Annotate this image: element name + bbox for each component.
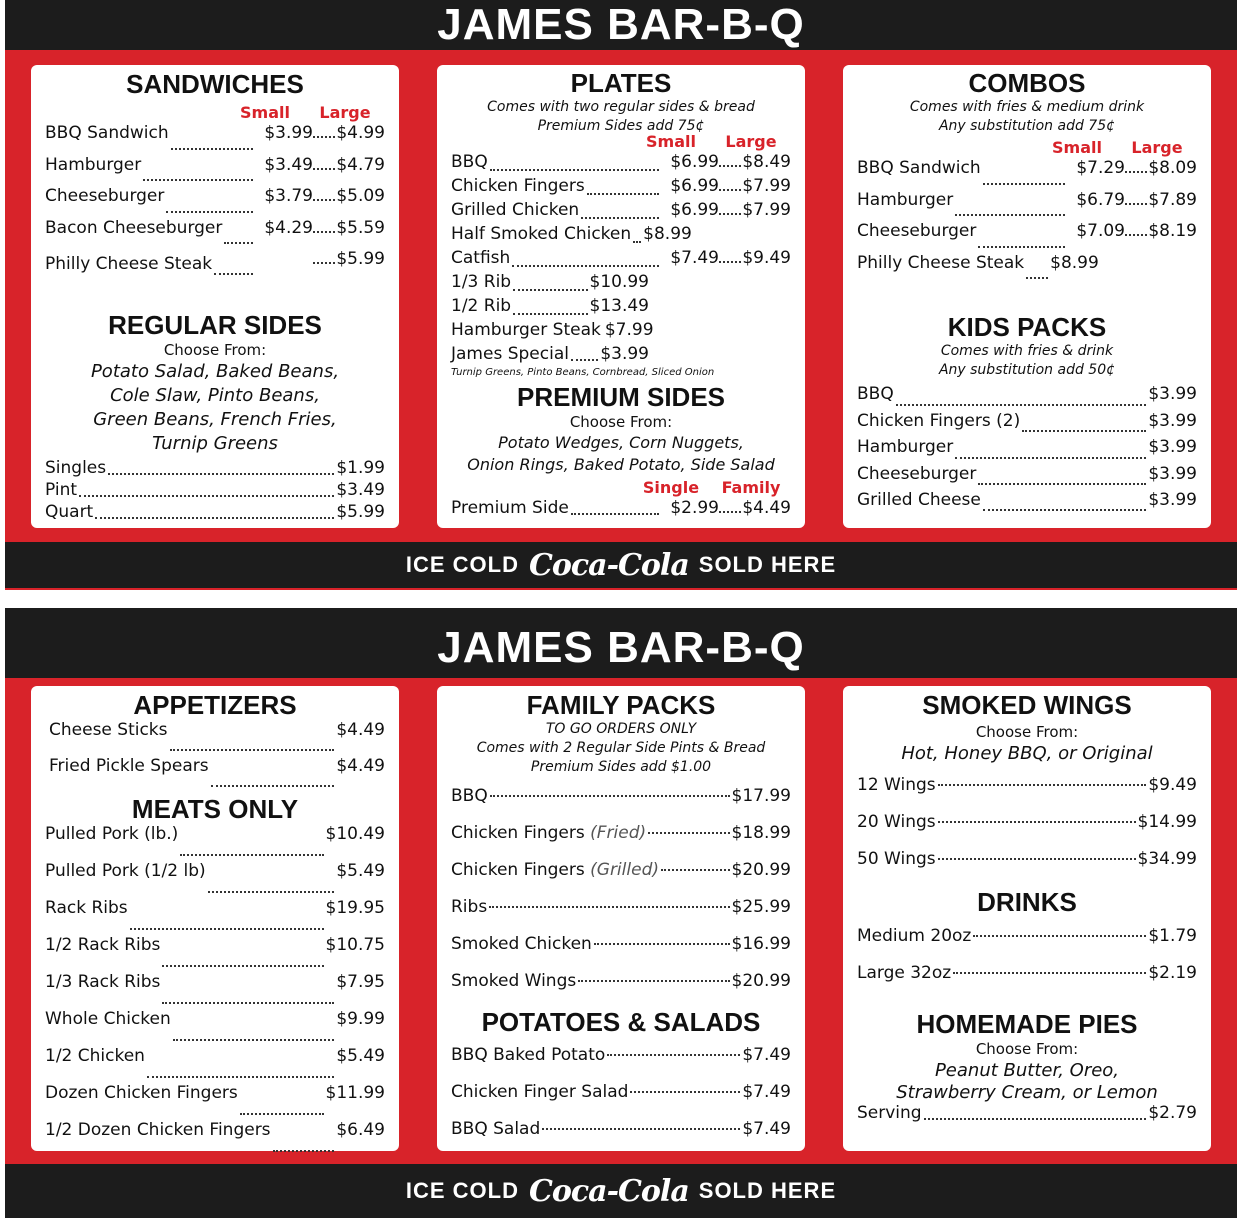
coca-cola-logo: Coca-Cola: [529, 1173, 689, 1209]
section-heading-regular-sides: REGULAR SIDES: [108, 310, 322, 340]
family-subtitle: Comes with 2 Regular Side Pints & Bread: [476, 740, 766, 756]
menu-item: Philly Cheese Steak $5.99: [45, 249, 385, 274]
menu-item: 50 Wings $34.99: [857, 848, 1197, 869]
menu-item: BBQ Salad $7.49: [451, 1119, 791, 1139]
menu-item: BBQ Sandwich $7.29 $8.09: [857, 158, 1197, 190]
sandwiches-list: [45, 123, 385, 280]
menu-item: Whole Chicken $9.99: [45, 1009, 385, 1046]
menu-item: Hamburger Steak $7.99: [451, 320, 654, 340]
menu-board-bottom: [5, 608, 1237, 1218]
menu-item: Chicken Finger Salad $7.49: [451, 1082, 791, 1102]
menu-item: Chicken Fingers (Grilled) $20.99: [451, 859, 791, 880]
size-header: [451, 478, 791, 498]
menu-item: Smoked Chicken $16.99: [451, 933, 791, 954]
meats-list: [45, 824, 385, 1157]
side-option-line: Turnip Greens: [152, 433, 278, 454]
menu-item: Cheeseburger $3.99: [857, 464, 1197, 484]
menu-item: Hamburger $3.49 $4.79: [45, 155, 385, 186]
menu-item: BBQ Baked Potato $7.49: [451, 1045, 791, 1065]
menu-item: Cheeseburger $3.79 $5.09: [45, 186, 385, 218]
menu-board-top: [5, 0, 1237, 590]
menu-item: Cheese Sticks $4.49: [45, 720, 385, 756]
menu-item: Singles $1.99: [45, 458, 385, 478]
menu-item: 1/3 Rib $10.99: [451, 272, 649, 292]
banner-right-text: SOLD HERE: [698, 552, 837, 577]
coca-cola-logo: Coca-Cola: [529, 547, 689, 583]
menu-item: BBQ $17.99: [451, 785, 791, 806]
menu-item: Cheeseburger $7.09 $8.19: [857, 221, 1197, 253]
menu-item: Premium Side $2.99 $4.49: [451, 498, 791, 518]
menu-item: Pulled Pork (1/2 lb) $5.49: [45, 861, 385, 898]
kids-list: [857, 384, 1197, 516]
size-large-label: Large: [725, 132, 777, 151]
section-heading-plates: PLATES: [570, 68, 672, 98]
menu-item: 1/2 Rib $13.49: [451, 296, 649, 316]
menu-item: BBQ $3.99: [857, 384, 1197, 404]
plates-subtitle: Premium Sides add 75¢: [537, 118, 705, 134]
size-small-label: Small: [1052, 138, 1102, 157]
premium-option-line: Potato Wedges, Corn Nuggets,: [498, 433, 744, 452]
size-large-label: Large: [1131, 138, 1183, 157]
section-heading-drinks: DRINKS: [977, 887, 1077, 917]
section-heading-homemade-pies: HOMEMADE PIES: [916, 1009, 1138, 1039]
combos-list: [857, 158, 1197, 284]
menu-item: Philly Cheese Steak $8.99: [857, 253, 1197, 284]
section-heading-smoked-wings: SMOKED WINGS: [922, 690, 1132, 720]
choose-from-label: Choose From:: [975, 723, 1079, 741]
panel-family-packs: [437, 686, 805, 1151]
menu-item: Pint $3.49: [45, 480, 385, 500]
panel-plates: [437, 65, 805, 528]
menu-item: Serving $2.79: [857, 1103, 1197, 1123]
menu-item: James Special $3.99: [451, 344, 649, 364]
menu-item: BBQ $6.99 $8.49: [451, 152, 791, 172]
premium-option-line: Onion Rings, Baked Potato, Side Salad: [467, 455, 775, 474]
section-heading-appetizers: APPETIZERS: [133, 690, 297, 720]
kids-subtitle: Any substitution add 50¢: [938, 362, 1116, 378]
pie-option-line: Peanut Butter, Oreo,: [934, 1060, 1120, 1081]
menu-item: Quart $5.99: [45, 502, 385, 522]
choose-from-label: Choose From:: [975, 1040, 1079, 1058]
wing-flavor-options: Hot, Honey BBQ, or Original: [901, 743, 1153, 764]
menu-item: BBQ Sandwich $3.99 $4.99: [45, 123, 385, 155]
plates-list: [451, 152, 791, 366]
menu-item: Rack Ribs $19.95: [45, 898, 385, 935]
choose-from-label: Choose From:: [569, 413, 673, 431]
family-subtitle: TO GO ORDERS ONLY: [545, 721, 697, 737]
menu-item: Grilled Cheese $3.99: [857, 490, 1197, 510]
section-heading-potatoes-salads: POTATOES & SALADS: [481, 1007, 761, 1037]
menu-item: 12 Wings $9.49: [857, 774, 1197, 795]
menu-item: Smoked Wings $20.99: [451, 970, 791, 991]
pie-option-line: Strawberry Cream, or Lemon: [896, 1082, 1158, 1103]
kids-subtitle: Comes with fries & drink: [940, 343, 1114, 359]
panel-sandwiches: [31, 65, 399, 528]
family-subtitle: Premium Sides add $1.00: [530, 759, 712, 775]
menu-item: Catfish $7.49 $9.49: [451, 248, 791, 268]
size-small-label: Small: [646, 132, 696, 151]
section-heading-combos: COMBOS: [968, 68, 1086, 98]
size-large-label: Large: [319, 103, 371, 122]
size-small-label: Small: [240, 103, 290, 122]
banner-right-text: SOLD HERE: [698, 1178, 837, 1203]
section-heading-premium-sides: PREMIUM SIDES: [516, 382, 726, 412]
combos-subtitle: Comes with fries & medium drink: [909, 99, 1145, 115]
panel-appetizers: [31, 686, 399, 1151]
menu-item: Grilled Chicken $6.99 $7.99: [451, 200, 791, 220]
panel-smoked-wings: [843, 686, 1211, 1151]
coca-cola-banner: [5, 1164, 1237, 1218]
menu-item: Medium 20oz $1.79: [857, 925, 1197, 946]
section-heading-kids-packs: KIDS PACKS: [947, 312, 1107, 342]
menu-item: Half Smoked Chicken $8.99: [451, 224, 692, 244]
size-header: [857, 138, 1197, 158]
menu-item: 20 Wings $14.99: [857, 811, 1197, 832]
menu-item: 1/2 Chicken $5.49: [45, 1046, 385, 1083]
menu-item: 1/3 Rack Ribs $7.95: [45, 972, 385, 1009]
menu-item: Fried Pickle Spears $4.49: [45, 756, 385, 792]
side-option-line: Potato Salad, Baked Beans,: [90, 361, 340, 382]
plates-subtitle: Comes with two regular sides & bread: [487, 99, 755, 115]
banner-left-text: ICE COLD: [405, 1178, 519, 1203]
menu-item: Hamburger $6.79 $7.89: [857, 190, 1197, 221]
size-header: [45, 103, 385, 123]
section-heading-family-packs: FAMILY PACKS: [526, 690, 716, 720]
choose-from-label: Choose From:: [163, 341, 267, 359]
combos-subtitle: Any substitution add 75¢: [938, 118, 1116, 134]
menu-item: Pulled Pork (lb.) $10.49: [45, 824, 385, 861]
menu-item: Large 32oz $2.19: [857, 962, 1197, 983]
menu-item: Chicken Fingers $6.99 $7.99: [451, 176, 791, 196]
section-heading-meats-only: MEATS ONLY: [131, 794, 299, 824]
menu-item: Chicken Fingers (2) $3.99: [857, 411, 1197, 431]
section-heading-sandwiches: SANDWICHES: [126, 69, 304, 99]
panel-combos: [843, 65, 1211, 528]
james-special-note: Turnip Greens, Pinto Beans, Cornbread, Sliced Onion: [451, 367, 715, 378]
board-title: JAMES BAR-B-Q: [5, 0, 1237, 50]
size-single-label: Single: [642, 478, 700, 497]
menu-item: Chicken Fingers (Fried) $18.99: [451, 822, 791, 843]
board-title: JAMES BAR-B-Q: [5, 618, 1237, 678]
side-option-line: Green Beans, French Fries,: [93, 409, 337, 430]
menu-item: Bacon Cheeseburger $4.29 $5.59: [45, 218, 385, 249]
menu-item: 1/2 Rack Ribs $10.75: [45, 935, 385, 972]
coca-cola-banner: [5, 542, 1237, 588]
menu-item: Dozen Chicken Fingers $11.99: [45, 1083, 385, 1120]
banner-left-text: ICE COLD: [405, 552, 519, 577]
menu-item: 1/2 Dozen Chicken Fingers $6.49: [45, 1120, 385, 1157]
family-list: [451, 777, 791, 999]
size-family-label: Family: [721, 478, 781, 497]
menu-item: Hamburger $3.99: [857, 437, 1197, 457]
menu-item: Ribs $25.99: [451, 896, 791, 917]
side-option-line: Cole Slaw, Pinto Beans,: [110, 385, 320, 406]
